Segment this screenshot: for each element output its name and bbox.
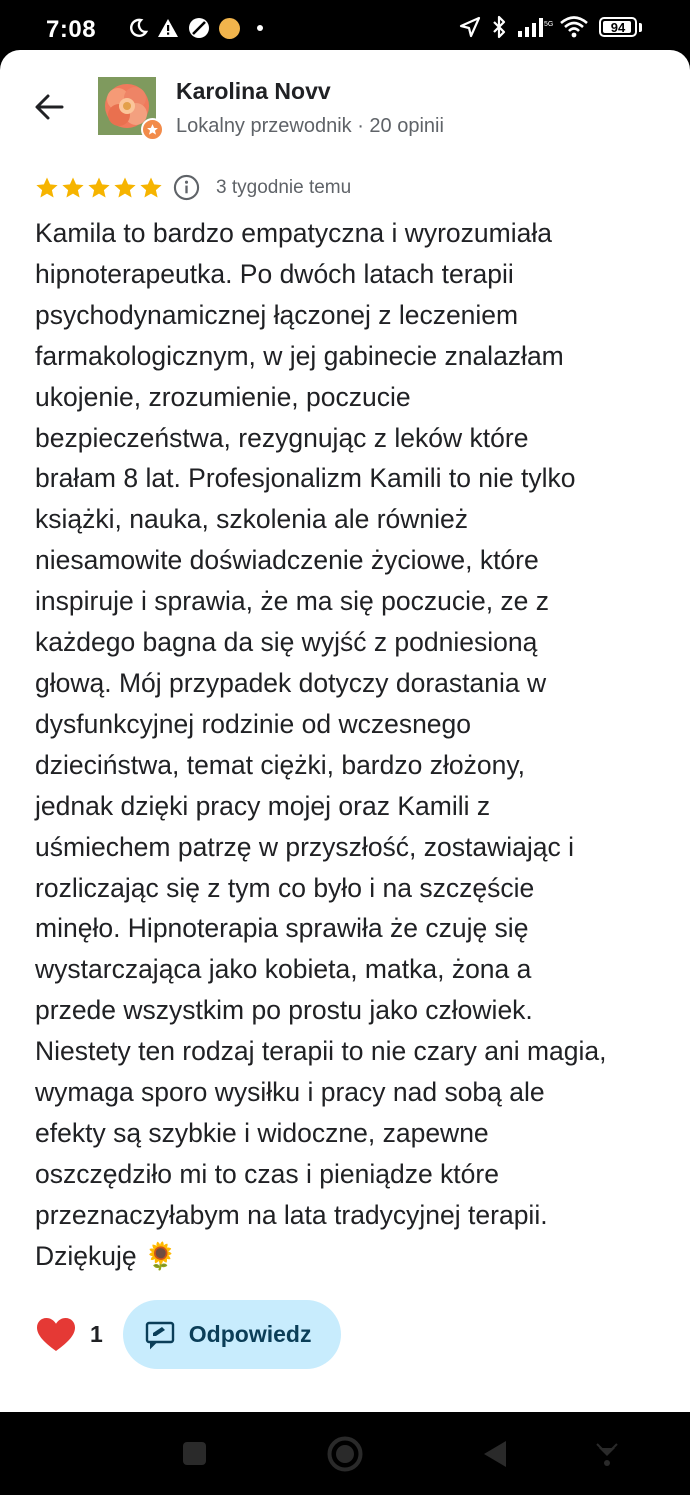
status-left-icons bbox=[128, 17, 263, 39]
moon-icon bbox=[128, 18, 148, 38]
star-icon bbox=[35, 176, 59, 200]
signal-icon bbox=[517, 16, 554, 38]
rating-row bbox=[35, 174, 351, 201]
battery-icon bbox=[599, 17, 637, 37]
local-guide-badge bbox=[141, 118, 164, 141]
dot-icon bbox=[257, 25, 263, 31]
status-right-icons bbox=[459, 15, 642, 39]
wifi-icon bbox=[559, 15, 589, 39]
info-icon[interactable] bbox=[173, 174, 200, 201]
like-count: 1 bbox=[90, 1321, 103, 1347]
reply-icon bbox=[145, 1321, 175, 1349]
heart-icon[interactable] bbox=[36, 1317, 76, 1353]
back-button[interactable] bbox=[30, 88, 68, 126]
review-text: Kamila to bardzo empatyczna i wyrozumiała hipnoterapeutka. Po dwóch latach terapii psychodynamicznej łączonej z leczeniem farmakologicznym, w jej gabinecie znalazłam ukojenie, zrozumienie, poczucie bezpieczeństwa, rezygnując z leków które brałam 8 lat. Profesjonalizm Kamili to nie tylko książki, nauka, szkolenia ale również niesamowite doświadczenie życiowe, które inspiruje i sprawia, że ma się poczucie, ze z każdego bagna da się wyjść z podniesioną głową. Mój przypadek dotyczy dorastania w dysfunkcyjnej rodzinie od wczesnego dzieciństwa, temat ciężki, bardzo złożony, jednak dzięki pracy mojej oraz Kamili z uśmiechem patrzę w przyszłość, zostawiając i rozliczając się z tym co było i na szczęście minęło. Hipnoterapia sprawiła że czuję się wystarczająca jako kobieta, matka, żona a przede wszystkim po prostu jako człowiek. Niestety ten rodzaj terapii to nie czary ani magia, wymaga sporo wysiłku i pracy nad sobą ale efekty są szybkie i widoczne, zapewne oszczędziło mi to czas i pieniądze które przeznaczyłabym na lata tradycyjnej terapii. Dziękuję 🌻 bbox=[35, 218, 607, 1271]
review-actions bbox=[36, 1300, 341, 1369]
star-rating bbox=[35, 176, 163, 200]
location-arrow-icon bbox=[459, 16, 481, 38]
review-card bbox=[0, 50, 690, 1412]
battery-tip bbox=[639, 23, 642, 32]
no-disturb-icon bbox=[188, 17, 210, 39]
navigation-bar bbox=[0, 1412, 690, 1495]
author-meta: Lokalny przewodnik · 20 opinii bbox=[176, 115, 444, 137]
star-icon bbox=[113, 176, 137, 200]
back-nav-icon[interactable] bbox=[482, 1439, 508, 1469]
svg-text:5G: 5G bbox=[544, 21, 554, 28]
recents-icon[interactable] bbox=[182, 1441, 207, 1466]
keyboard-hide-icon[interactable] bbox=[594, 1440, 620, 1468]
home-icon[interactable] bbox=[327, 1436, 363, 1472]
author-avatar-wrap[interactable] bbox=[98, 77, 160, 139]
app-badge-icon bbox=[219, 18, 240, 39]
reply-button[interactable] bbox=[123, 1300, 342, 1369]
battery-level: 94 bbox=[610, 19, 626, 35]
star-icon bbox=[61, 176, 85, 200]
review-time: 3 tygodnie temu bbox=[216, 176, 352, 198]
star-badge-icon bbox=[146, 123, 159, 136]
author-name[interactable]: Karolina Novv bbox=[176, 78, 331, 104]
reply-label: Odpowiedz bbox=[188, 1321, 312, 1347]
bluetooth-icon bbox=[491, 15, 507, 39]
star-icon bbox=[139, 176, 163, 200]
star-icon bbox=[87, 176, 111, 200]
warning-icon bbox=[157, 18, 179, 38]
status-time: 7:08 bbox=[46, 16, 97, 43]
arrow-left-icon bbox=[34, 94, 64, 120]
